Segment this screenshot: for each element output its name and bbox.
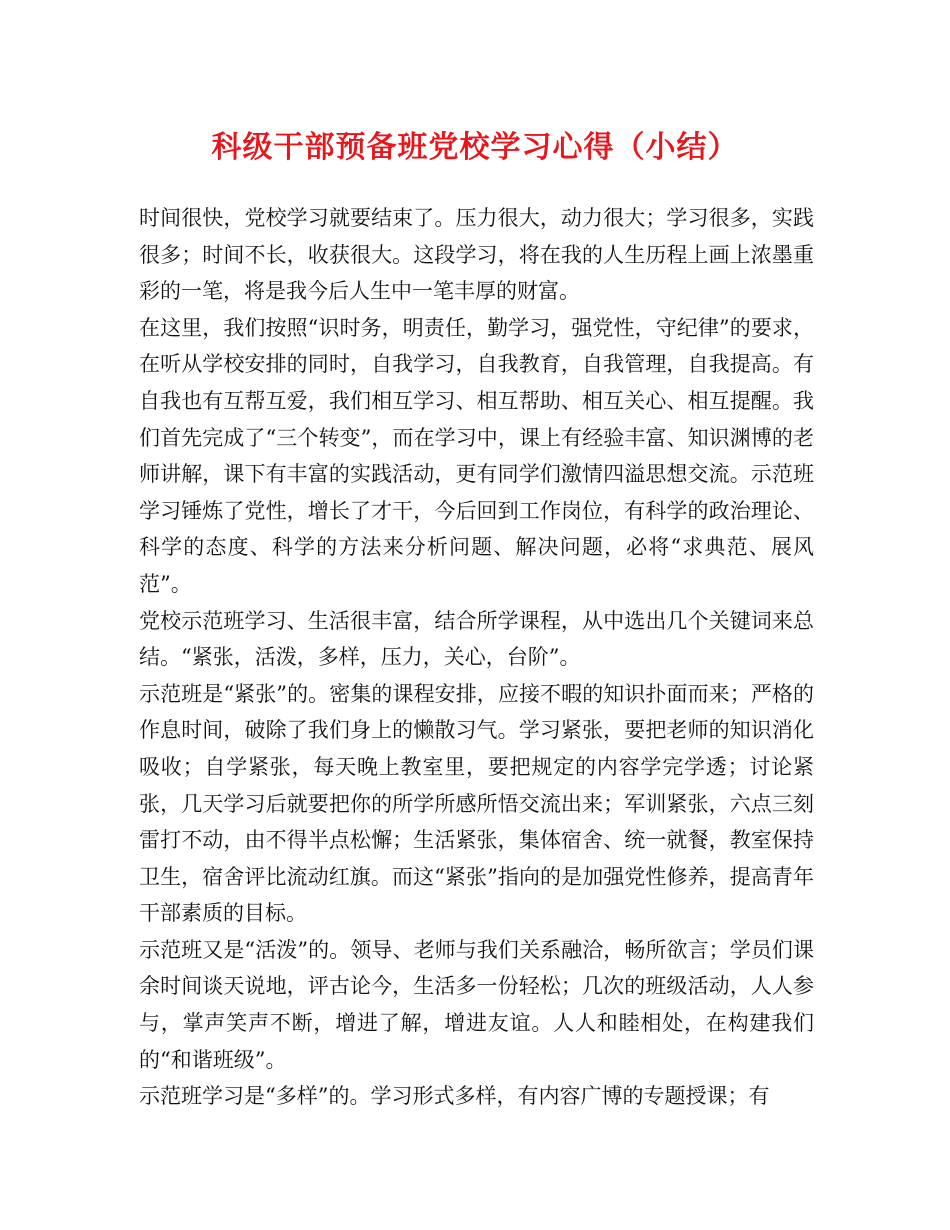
paragraph-2: 在这里，我们按照“识时务，明责任，勤学习，强党性，守纪律”的要求，在听从学校安排的同时，自我学习，自我教育，自我管理，自我提高。有自我也有互帮互爱，我们相互学习、相互帮助、相互关心、相互提醒。我们首先完成了“三个转变”，而在学习中，课上有经验丰富、知识渊博的老师讲解，课下有丰富的实践活动，更有同学们激情四溢思想交流。示范班学习锤炼了党性，增长了才干，今后回到工作岗位，有科学的政治理论、科学的态度、科学的方法来分析问题、解决问题，必将“求典范、展风范”。 <box>139 315 814 596</box>
paragraph-1: 时间很快，党校学习就要结束了。压力很大，动力很大；学习很多，实践很多；时间不长，收获很大。这段学习，将在我的人生历程上画上浓墨重彩的一笔，将是我今后人生中一笔丰厚的财富。 <box>139 206 814 304</box>
document-body <box>139 200 814 1115</box>
paragraph-5: 示范班又是“活泼”的。领导、老师与我们关系融洽，畅所欲言；学员们课余时间谈天说地，评古论今，生活多一份轻松；几次的班级活动，人人参与，掌声笑声不断，增进了解，增进友谊。人人和睦相处，在构建我们的“和谐班级”。 <box>139 937 814 1072</box>
paragraph-4: 示范班是“紧张”的。密集的课程安排，应接不暇的知识扑面而来；严格的作息时间，破除了我们身上的懒散习气。学习紧张，要把老师的知识消化吸收；自学紧张，每天晚上教室里，要把规定的内容学完学透；讨论紧张，几天学习后就要把你的所学所感所悟交流出来；军训紧张，六点三刻雷打不动，由不得半点松懈；生活紧张，集体宿舍、统一就餐，教室保持卫生，宿舍评比流动红旗。而这“紧张”指向的是加强党性修养，提高青年干部素质的目标。 <box>139 681 814 926</box>
paragraph-3: 党校示范班学习、生活很丰富，结合所学课程，从中选出几个关键词来总结。“紧张，活泼，多样，压力，关心，台阶”。 <box>139 608 814 670</box>
paragraph-6: 示范班学习是“多样”的。学习形式多样，有内容广博的专题授课；有 <box>139 1084 770 1109</box>
document-title: 科级干部预备班党校学习心得（小结） <box>211 130 739 165</box>
